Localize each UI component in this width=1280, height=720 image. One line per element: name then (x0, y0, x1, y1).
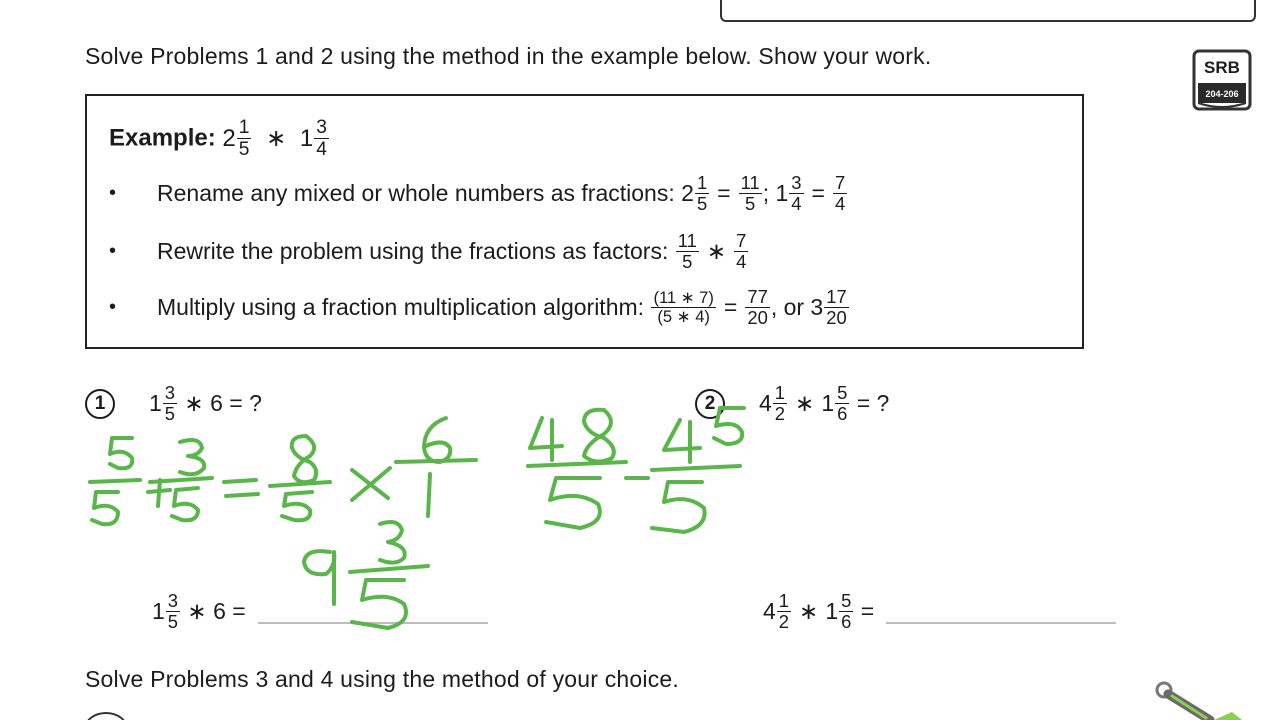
problem-2-expression: = ? (856, 390, 890, 417)
example-step-multiply: • Multiply using a fraction multiplication algorithm: $\frac{(11 ∗ 7)}{(5 ∗ 4)}$ = $\frac{77}{20}$ , or 3 $\frac{17}{20}$ (109, 286, 847, 329)
answer-line-2: 4 $\frac{1}{2}$ ∗ 1 $\frac{5}{6}$ = (763, 592, 1116, 632)
mixed-number: 2 $\frac{1}{5}$ (681, 172, 708, 215)
step-text: Rewrite the problem using the fractions as factors: (157, 238, 669, 265)
bullet-icon: • (109, 296, 117, 319)
handwriting-problem-1-work (90, 408, 744, 532)
fraction: $\frac{7}{4}$ (834, 172, 846, 215)
srb-label: SRB (1204, 58, 1240, 77)
fraction: $\frac{1}{5}$ (238, 117, 250, 161)
example-step-rename: • Rename any mixed or whole numbers as fractions: 2 $\frac{1}{5}$ = $\frac{11}{5}$ ; 1 $\frac{3}{4}$ = $\frac{7}{4}$ (109, 172, 846, 215)
fraction: $\frac{(11 ∗ 7)}{(5 ∗ 4)}$ (653, 287, 714, 327)
fraction: $\frac{77}{20}$ (747, 286, 768, 329)
mixed-number: 1 $\frac{3}{4}$ (775, 172, 802, 215)
example-box (85, 94, 1084, 349)
example-step-rewrite: • Rewrite the problem using the fractions as factors: $\frac{11}{5}$ ∗ $\frac{7}{4}$ (109, 230, 747, 273)
srb-pages: 204-206 (1205, 89, 1239, 99)
answer-blank-2[interactable] (886, 600, 1116, 624)
fraction: $\frac{11}{5}$ (740, 172, 760, 215)
srb-book-icon (1192, 49, 1252, 113)
example-title (109, 118, 330, 159)
fraction: $\frac{11}{5}$ (677, 230, 697, 273)
whole-part: 1 (299, 124, 314, 152)
fraction: $\frac{17}{20}$ (826, 286, 847, 329)
problem-3-circle (84, 712, 128, 720)
pen-tool-icon (1150, 672, 1280, 720)
fraction: $\frac{7}{4}$ (736, 230, 747, 273)
example-mixed-2 (300, 118, 330, 159)
problem-1: 1 1 $\frac{3}{5}$ ∗ 6 = ? (85, 384, 262, 424)
name-field-box (720, 0, 1256, 22)
bullet-icon: • (109, 182, 117, 205)
answer-blank-1[interactable] (258, 600, 488, 624)
example-label: Example: (109, 124, 216, 152)
example-mixed-1 (222, 118, 252, 159)
step-text: Multiply using a fraction multiplication algorithm: (157, 294, 645, 321)
bullet-icon: • (109, 240, 117, 263)
problem-number-2: 2 (695, 389, 725, 419)
instructions-problems-3-4: Solve Problems 3 and 4 using the method of your choice. (85, 666, 680, 692)
whole-part: 2 (222, 124, 236, 152)
answer-line-1: 1 $\frac{3}{5}$ ∗ 6 = (152, 592, 488, 632)
instructions-problems-1-2: Solve Problems 1 and 2 using the method in the example below. Show your work. (85, 43, 932, 69)
problem-1-expression: ∗ 6 = ? (184, 390, 262, 417)
problem-number-1: 1 (85, 389, 115, 419)
step-text: Rename any mixed or whole numbers as fractions: (157, 180, 675, 207)
fraction: $\frac{3}{4}$ (316, 117, 327, 161)
times-operator: ∗ (266, 124, 287, 152)
problem-2: 2 4 $\frac{1}{2}$ ∗ 1 $\frac{5}{6}$ = ? (695, 384, 889, 424)
